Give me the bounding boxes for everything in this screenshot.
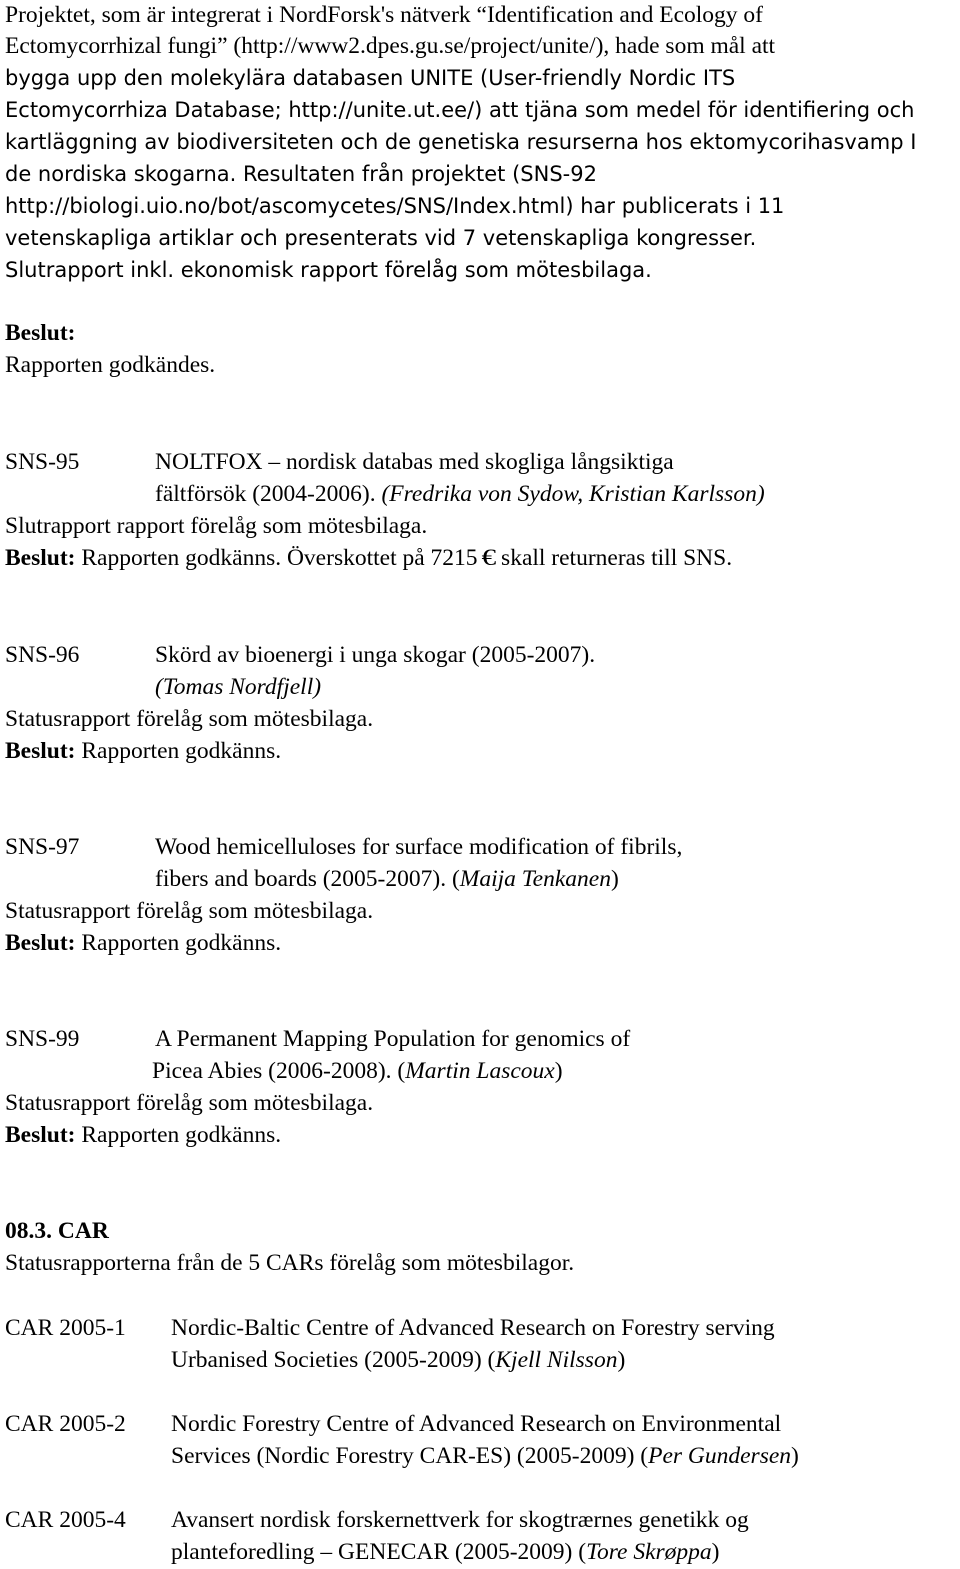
intro-line: Ectomycorrhizal fungi” (http://www2.dpes.gu.se/project/unite/), hade som mål att (5, 33, 776, 59)
report-status: Statusrapport förelåg som mötesbilaga. (5, 706, 374, 732)
project-authors: (Fredrika von Sydow, Kristian Karlsson) (381, 481, 765, 507)
car-title-text: planteforedling – GENECAR (2005-2009) ( (171, 1539, 587, 1565)
project-title-text: fibers and boards (2005-2007). ( (155, 866, 460, 892)
project-authors: Martin Lascoux (405, 1058, 555, 1084)
project-code: SNS-97 (5, 834, 80, 860)
car-person: Tore Skrøppa (586, 1539, 712, 1565)
decision-text: skall returneras till SNS. (495, 545, 733, 571)
project-title: NOLTFOX – nordisk databas med skogliga långsiktiga (155, 449, 674, 475)
car-title: Nordic-Baltic Centre of Advanced Research on Forestry serving (171, 1315, 775, 1341)
intro-line: Ectomycorrhiza Database; http://unite.ut.ee/) att tjäna som medel för identifiering och (5, 98, 915, 122)
euro-sign: € (481, 545, 497, 571)
project-title-line2 (155, 479, 765, 509)
paren-close: ) (711, 1539, 720, 1565)
car-title-text: Urbanised Societies (2005-2009) ( (171, 1347, 496, 1373)
report-status: Statusrapport förelåg som mötesbilaga. (5, 1090, 374, 1116)
report-status: Slutrapport rapport förelåg som mötesbilaga. (5, 513, 428, 539)
section-heading: 08.3. CAR (5, 1218, 109, 1244)
beslut-label: Beslut: (5, 1122, 76, 1148)
decision-line (5, 543, 732, 573)
car-title-line2 (171, 1441, 799, 1471)
beslut-label: Beslut: (5, 738, 76, 764)
project-title-text: fältförsök (2004-2006). (155, 481, 382, 507)
intro-line: bygga upp den molekylära databasen UNITE (User-friendly Nordic ITS (5, 66, 736, 90)
project-code: SNS-99 (5, 1026, 80, 1052)
paren-close: ) (791, 1443, 799, 1469)
decision-text: Rapporten godkänns. (75, 930, 282, 956)
section-intro: Statusrapporterna från de 5 CARs förelåg som mötesbilagor. (5, 1250, 575, 1276)
project-title: A Permanent Mapping Population for genomics of (155, 1026, 631, 1052)
report-status: Statusrapport förelåg som mötesbilaga. (5, 898, 374, 924)
decision-line (5, 736, 281, 766)
paren-close: ) (610, 866, 619, 892)
paren-close: ) (554, 1058, 563, 1084)
project-title: Skörd av bioenergi i unga skogar (2005-2007). (155, 642, 596, 668)
car-title-line2 (171, 1537, 720, 1567)
car-title-text: Services (Nordic Forestry CAR-ES) (2005-2009) ( (171, 1443, 649, 1469)
project-title-line2 (152, 1056, 563, 1086)
beslut-label: Beslut: (5, 545, 76, 571)
beslut-label: Beslut: (5, 320, 76, 346)
intro-line: Slutrapport inkl. ekonomisk rapport förelåg som mötesbilaga. (5, 258, 652, 282)
beslut-text: Rapporten godkändes. (5, 352, 216, 378)
car-code: CAR 2005-2 (5, 1411, 126, 1437)
project-code: SNS-96 (5, 642, 80, 668)
project-authors: Maija Tenkanen (459, 866, 611, 892)
intro-line: vetenskapliga artiklar och presenterats vid 7 vetenskapliga kongresser. (5, 226, 757, 250)
decision-text: Rapporten godkänns. Överskottet på 7215 (75, 545, 484, 571)
intro-line: kartläggning av biodiversiteten och de genetiska resurserna hos ektomycorihasvamp I (5, 130, 917, 154)
intro-line: Projektet, som är integrerat i NordForsk's nätverk “Identification and Ecology of (5, 2, 763, 28)
intro-line: http://biologi.uio.no/bot/ascomycetes/SNS/Index.html) har publicerats i 11 (5, 194, 785, 218)
intro-line: de nordiska skogarna. Resultaten från projektet (SNS-92 (5, 162, 597, 186)
project-title: Wood hemicelluloses for surface modification of fibrils, (155, 834, 683, 860)
beslut-label: Beslut: (5, 930, 76, 956)
paren-close: ) (617, 1347, 626, 1373)
project-code: SNS-95 (5, 449, 80, 475)
decision-line (5, 1120, 281, 1150)
project-title-text: Picea Abies (2006-2008). ( (152, 1058, 406, 1084)
car-person: Per Gundersen (648, 1443, 792, 1469)
car-code: CAR 2005-4 (5, 1507, 126, 1533)
project-authors: (Tomas Nordfjell) (155, 674, 322, 700)
decision-text: Rapporten godkänns. (75, 1122, 282, 1148)
car-person: Kjell Nilsson (495, 1347, 618, 1373)
decision-line (5, 928, 281, 958)
decision-text: Rapporten godkänns. (75, 738, 282, 764)
car-title: Avansert nordisk forskernettverk for skogtrærnes genetikk og (171, 1507, 749, 1533)
car-title: Nordic Forestry Centre of Advanced Research on Environmental (171, 1411, 782, 1437)
car-title-line2 (171, 1345, 625, 1375)
car-code: CAR 2005-1 (5, 1315, 126, 1341)
project-title-line2 (155, 864, 619, 894)
